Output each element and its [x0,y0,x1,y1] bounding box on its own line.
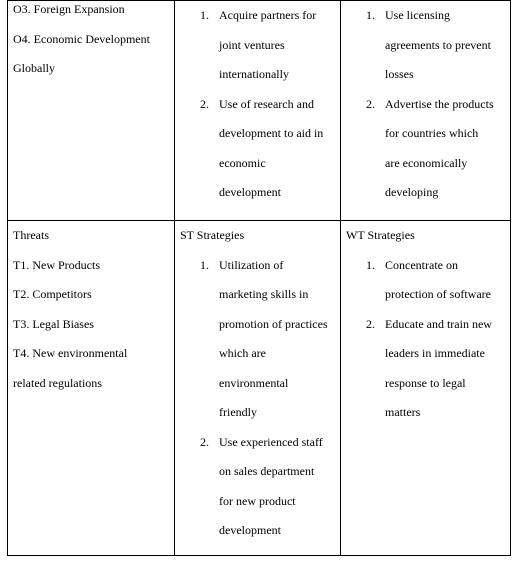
strategy-text-line: losses [385,67,414,81]
list-number: 1. [366,257,375,272]
strategy-item [346,1,510,90]
strategy-item [180,251,340,428]
strategy-text-line: Advertise the products [385,96,494,111]
strategy-text-line: on sales department [219,464,315,478]
strategy-item [346,251,510,310]
strategy-text-line: Utilization of [219,257,284,272]
strategy-list [180,251,340,546]
strategy-item [180,1,340,90]
cell-text-line: O4. Economic Development [13,31,150,46]
opportunities-row [8,1,511,221]
list-number: 1. [366,8,375,22]
strategy-text-line: agreements to prevent [385,37,491,52]
strategy-text-line: Acquire partners for [219,8,317,22]
cell-text-line: related regulations [13,375,102,390]
strategy-text-line: development [219,523,281,537]
list-number: 1. [200,8,209,22]
strategy-text-line: Use of research and [219,96,314,111]
wo-strategies-cell [341,1,511,221]
strategy-text-line: Use experienced staff [219,434,323,449]
strategy-text-line: response to legal [385,375,466,390]
swot-matrix-table [7,0,511,556]
list-number: 2. [200,96,209,111]
strategy-text-line: Educate and train new [385,316,492,331]
strategy-text-line: are economically [385,155,468,170]
threats-cell [8,221,175,556]
strategy-list [346,1,510,208]
strategy-text-line: development [219,185,281,199]
cell-text-line: Globally [13,61,55,75]
strategy-item [346,90,510,208]
section-heading: Threats [13,228,49,242]
strategy-text-line: Concentrate on [385,257,458,272]
strategy-text-line: developing [385,185,439,199]
opportunities-cell [8,1,175,221]
strategy-text-line: protection of software [385,287,491,301]
strategy-text-line: marketing skills in [219,287,309,301]
list-number: 1. [200,257,209,272]
cell-text-line: T1. New Products [13,257,100,272]
st-strategies-cell [175,221,341,556]
strategy-list [346,251,510,428]
strategy-text-line: friendly [219,405,257,419]
cell-text-line: T4. New environmental [13,346,128,360]
strategy-list [180,1,340,208]
strategy-item [346,310,510,428]
strategy-text-line: economic [219,155,266,170]
section-heading: ST Strategies [180,228,245,242]
so-strategies-cell [175,1,341,221]
strategy-text-line: for countries which [385,126,479,140]
strategy-text-line: development to aid in [219,126,324,140]
list-number: 2. [200,434,209,449]
strategy-text-line: promotion of practices [219,316,328,331]
strategy-text-line: for new product [219,493,296,508]
strategy-text-line: which are [219,346,266,360]
wt-strategies-cell [341,221,511,556]
cell-text-line: T3. Legal Biases [13,316,94,331]
strategy-text-line: Use licensing [385,8,450,22]
list-number: 2. [366,96,375,111]
strategy-text-line: internationally [219,67,289,81]
list-number: 2. [366,316,375,331]
strategy-item [180,90,340,208]
strategy-text-line: matters [385,405,421,419]
section-heading: WT Strategies [346,228,415,242]
strategy-text-line: joint ventures [219,37,285,52]
cell-text-line: O3. Foreign Expansion [13,2,125,16]
strategy-text-line: environmental [219,375,289,390]
cell-text-line: T2. Competitors [13,287,92,301]
strategy-text-line: leaders in immediate [385,346,485,360]
strategy-item [180,428,340,546]
threats-row [8,221,511,556]
